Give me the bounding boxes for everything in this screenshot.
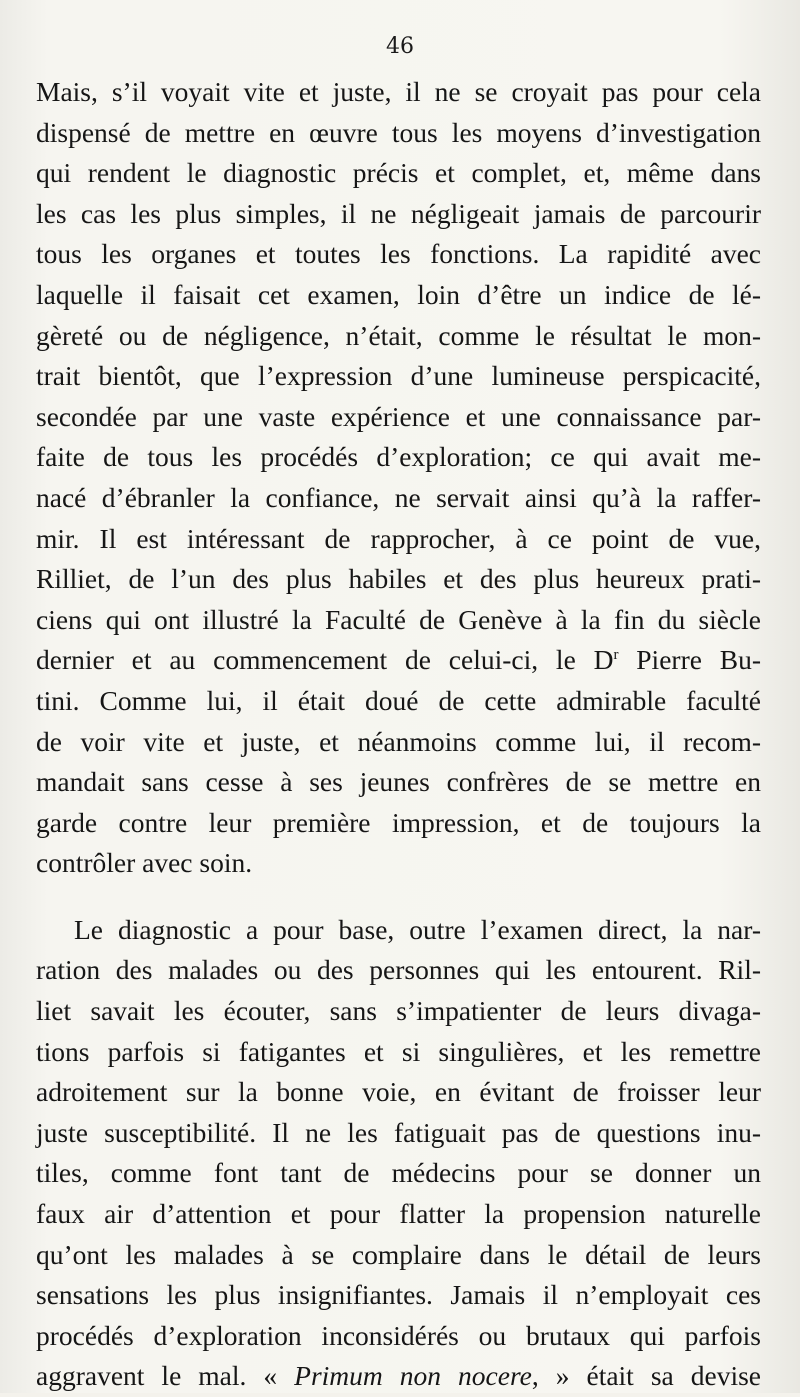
text-line: juste susceptibilité. Il ne les fatiguait pas de questions inu- (36, 1116, 761, 1148)
text-line: mir. Il est intéressant de rapprocher, à ce point de vue, (36, 522, 761, 554)
text-line: dispensé de mettre en œuvre tous les moyens d’investigation (36, 116, 761, 148)
text-line: Rilliet, de l’un des plus habiles et des plus heureux prati- (36, 563, 761, 595)
text-line: faite de tous les procédés d’exploration; ce qui avait me- (36, 441, 761, 473)
text-line: Le diagnostic a pour base, outre l’examen direct, la nar- (74, 913, 761, 945)
text-line: faux air d’attention et pour flatter la propension naturelle (36, 1198, 761, 1230)
text-line: les cas les plus simples, il ne négligeait jamais de parcourir (36, 197, 761, 229)
paragraph-gap (36, 884, 761, 910)
text-line: qui rendent le diagnostic précis et complet, et, même dans (36, 157, 761, 189)
text-line: tions parfois si fatigantes et si singulières, et les remettre (36, 1035, 761, 1067)
body-text (36, 72, 761, 1397)
latin-motto: Primum non nocere (294, 1360, 532, 1392)
text-line: nacé d’ébranler la confiance, ne servait ainsi qu’à la raffer- (36, 481, 761, 513)
text-line: sensations les plus insignifiantes. Jamais il n’employait ces (36, 1279, 761, 1311)
text-line: trait bientôt, que l’expression d’une lumineuse perspicacité, (36, 360, 761, 392)
text-line: contrôler avec soin. (36, 847, 253, 879)
superscript-r: r (613, 647, 619, 664)
final-line-before: aggravent le mal. « (36, 1360, 295, 1392)
text-line: gèreté ou de négligence, n’était, comme le résultat le mon- (36, 319, 761, 351)
text-line: mandait sans cesse à ses jeunes confrères de se mettre en (36, 766, 761, 798)
text-line-final (36, 1356, 761, 1397)
text-line: de voir vite et juste, et néanmoins comme lui, il recom- (36, 725, 761, 757)
text-line: ration des malades ou des personnes qui les entourent. Ril- (36, 954, 761, 986)
text-line: qu’ont les malades à se complaire dans le détail de leurs (36, 1238, 761, 1270)
text-line: secondée par une vaste expérience et une connaissance par- (36, 400, 761, 432)
text-line: tous les organes et toutes les fonctions. La rapidité avec (36, 238, 761, 270)
text-line-superscript: dernier et au commencement de celui-ci, le $D^r$ Pierre Bu- (36, 644, 761, 676)
text-line: liet savait les écouter, sans s’impatienter de leurs divaga- (36, 995, 761, 1027)
paragraph-1 (36, 72, 761, 884)
text-line: adroitement sur la bonne voie, en évitant de froisser leur (36, 1076, 761, 1108)
text-line: garde contre leur première impression, et de toujours la (36, 806, 761, 838)
text-line: procédés d’exploration inconsidérés ou brutaux qui parfois (36, 1319, 761, 1351)
text-line: ciens qui ont illustré la Faculté de Genève à la fin du siècle (36, 603, 761, 635)
text-line: laquelle il faisait cet examen, loin d’être un indice de lé- (36, 278, 761, 310)
text-line: tini. Comme lui, il était doué de cette admirable faculté (36, 684, 761, 716)
page-number: 46 (386, 34, 414, 59)
text-line: Mais, s’il voyait vite et juste, il ne se croyait pas pour cela (36, 76, 761, 107)
text-line: tiles, comme font tant de médecins pour se donner un (36, 1157, 761, 1189)
paragraph-2 (36, 910, 761, 1397)
final-line-after: , » était sa devise (531, 1360, 761, 1392)
